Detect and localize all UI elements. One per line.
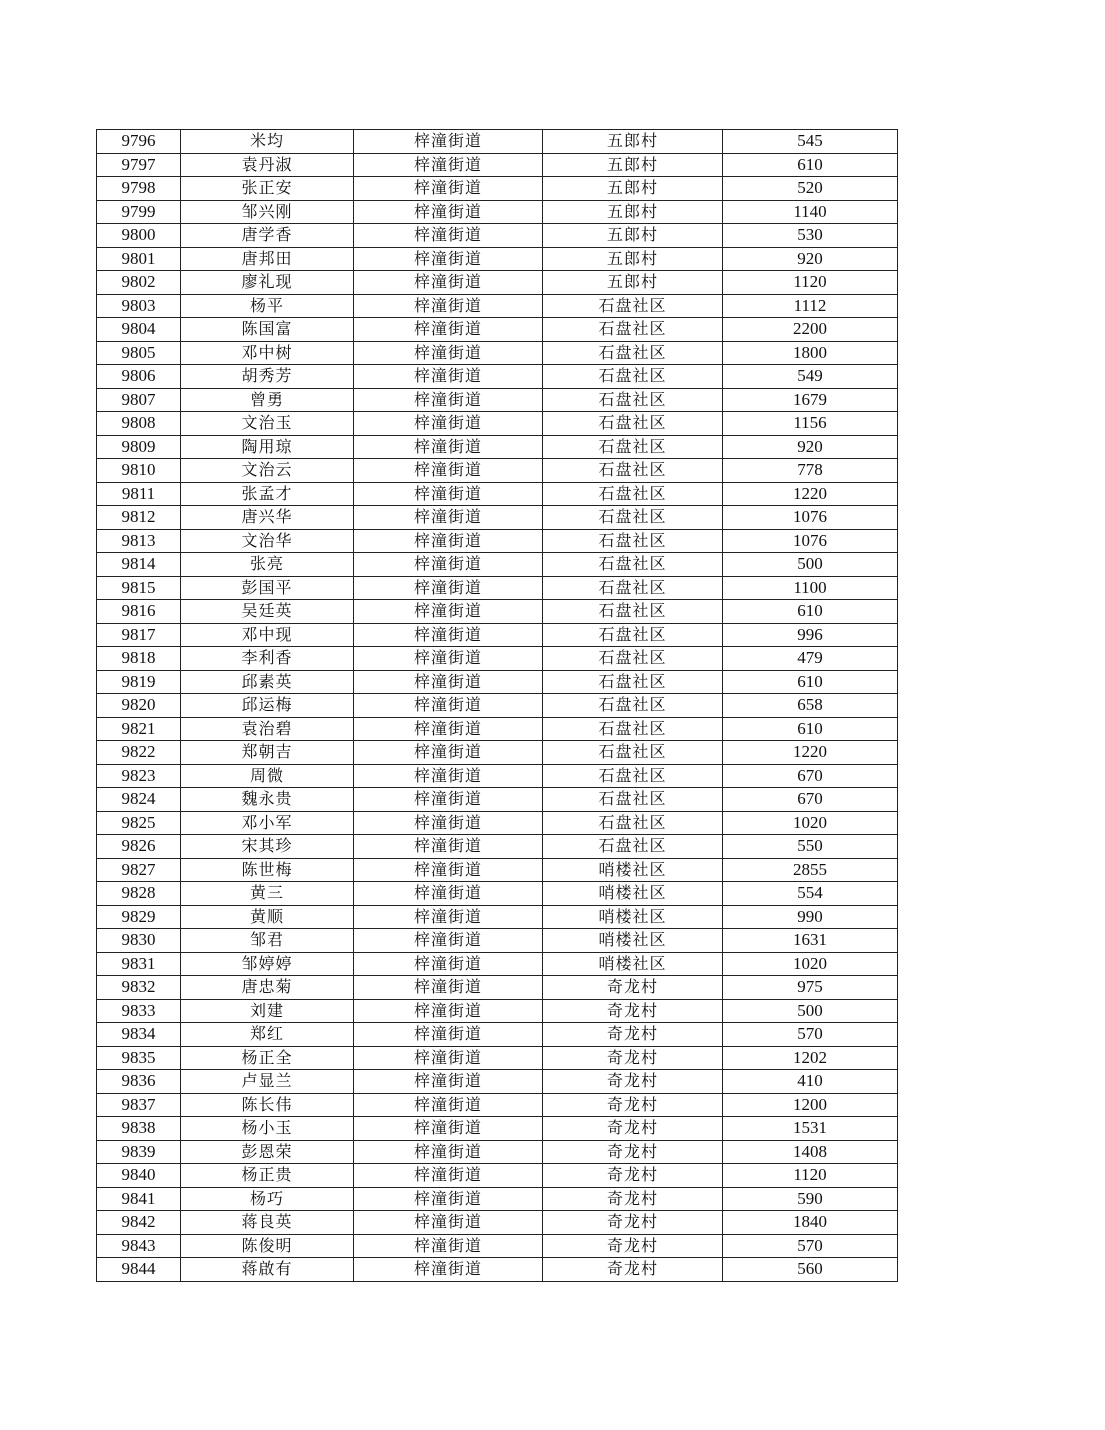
amount-cell: 500 [723,553,898,577]
community-cell: 石盘社区 [543,717,723,741]
amount-cell: 590 [723,1187,898,1211]
serial-number-cell: 9815 [97,576,181,600]
table-row [97,670,898,694]
amount-cell: 1020 [723,811,898,835]
amount-cell: 1679 [723,388,898,412]
person-name-cell: 张孟才 [181,482,354,506]
serial-number-cell: 9822 [97,741,181,765]
table-row [97,388,898,412]
street-cell: 梓潼街道 [354,858,543,882]
amount-cell: 1202 [723,1046,898,1070]
amount-cell: 2200 [723,318,898,342]
table-row [97,788,898,812]
amount-cell: 1220 [723,482,898,506]
amount-cell: 1840 [723,1211,898,1235]
table-row [97,365,898,389]
table-row [97,153,898,177]
serial-number-cell: 9802 [97,271,181,295]
amount-cell: 530 [723,224,898,248]
serial-number-cell: 9803 [97,294,181,318]
street-cell: 梓潼街道 [354,976,543,1000]
serial-number-cell: 9840 [97,1164,181,1188]
amount-cell: 500 [723,999,898,1023]
table-row [97,1258,898,1282]
person-name-cell: 袁治碧 [181,717,354,741]
community-cell: 石盘社区 [543,788,723,812]
table-row [97,177,898,201]
amount-cell: 658 [723,694,898,718]
street-cell: 梓潼街道 [354,482,543,506]
community-cell: 石盘社区 [543,694,723,718]
street-cell: 梓潼街道 [354,318,543,342]
table-row [97,952,898,976]
table-row [97,1046,898,1070]
amount-cell: 560 [723,1258,898,1282]
community-cell: 石盘社区 [543,388,723,412]
person-name-cell: 张正安 [181,177,354,201]
serial-number-cell: 9835 [97,1046,181,1070]
community-cell: 五郎村 [543,247,723,271]
serial-number-cell: 9843 [97,1234,181,1258]
community-cell: 石盘社区 [543,459,723,483]
amount-cell: 1112 [723,294,898,318]
table-row [97,576,898,600]
serial-number-cell: 9811 [97,482,181,506]
person-name-cell: 唐学香 [181,224,354,248]
community-cell: 石盘社区 [543,741,723,765]
person-name-cell: 吴廷英 [181,600,354,624]
street-cell: 梓潼街道 [354,741,543,765]
amount-cell: 545 [723,130,898,154]
street-cell: 梓潼街道 [354,1258,543,1282]
amount-cell: 1408 [723,1140,898,1164]
serial-number-cell: 9836 [97,1070,181,1094]
table-row [97,482,898,506]
serial-number-cell: 9820 [97,694,181,718]
person-name-cell: 米均 [181,130,354,154]
community-cell: 五郎村 [543,224,723,248]
serial-number-cell: 9819 [97,670,181,694]
table-row [97,764,898,788]
person-name-cell: 杨巧 [181,1187,354,1211]
serial-number-cell: 9824 [97,788,181,812]
amount-cell: 920 [723,435,898,459]
serial-number-cell: 9800 [97,224,181,248]
table-row [97,294,898,318]
table-row [97,1070,898,1094]
person-name-cell: 宋其珍 [181,835,354,859]
table-row [97,717,898,741]
serial-number-cell: 9834 [97,1023,181,1047]
community-cell: 石盘社区 [543,764,723,788]
person-name-cell: 邓小军 [181,811,354,835]
table-row [97,1140,898,1164]
community-cell: 奇龙村 [543,1234,723,1258]
table-row [97,999,898,1023]
serial-number-cell: 9816 [97,600,181,624]
amount-cell: 610 [723,717,898,741]
street-cell: 梓潼街道 [354,835,543,859]
street-cell: 梓潼街道 [354,459,543,483]
street-cell: 梓潼街道 [354,247,543,271]
serial-number-cell: 9810 [97,459,181,483]
person-name-cell: 文治玉 [181,412,354,436]
amount-cell: 920 [723,247,898,271]
community-cell: 奇龙村 [543,1211,723,1235]
person-name-cell: 杨小玉 [181,1117,354,1141]
person-name-cell: 唐邦田 [181,247,354,271]
person-name-cell: 邓中现 [181,623,354,647]
amount-cell: 1120 [723,1164,898,1188]
amount-cell: 778 [723,459,898,483]
community-cell: 五郎村 [543,271,723,295]
amount-cell: 990 [723,905,898,929]
community-cell: 奇龙村 [543,1093,723,1117]
table-row [97,600,898,624]
person-name-cell: 卢显兰 [181,1070,354,1094]
street-cell: 梓潼街道 [354,952,543,976]
amount-cell: 1076 [723,529,898,553]
street-cell: 梓潼街道 [354,553,543,577]
person-name-cell: 邱运梅 [181,694,354,718]
person-name-cell: 刘建 [181,999,354,1023]
street-cell: 梓潼街道 [354,1164,543,1188]
amount-cell: 1156 [723,412,898,436]
street-cell: 梓潼街道 [354,271,543,295]
amount-cell: 2855 [723,858,898,882]
person-name-cell: 曾勇 [181,388,354,412]
street-cell: 梓潼街道 [354,224,543,248]
street-cell: 梓潼街道 [354,670,543,694]
community-cell: 五郎村 [543,177,723,201]
table-row [97,929,898,953]
serial-number-cell: 9797 [97,153,181,177]
street-cell: 梓潼街道 [354,529,543,553]
amount-cell: 670 [723,764,898,788]
serial-number-cell: 9805 [97,341,181,365]
person-name-cell: 袁丹淑 [181,153,354,177]
table-row [97,412,898,436]
person-name-cell: 邹君 [181,929,354,953]
community-cell: 五郎村 [543,153,723,177]
serial-number-cell: 9838 [97,1117,181,1141]
serial-number-cell: 9829 [97,905,181,929]
table-row [97,1117,898,1141]
community-cell: 石盘社区 [543,294,723,318]
amount-cell: 1220 [723,741,898,765]
person-name-cell: 杨平 [181,294,354,318]
street-cell: 梓潼街道 [354,929,543,953]
table-row [97,459,898,483]
person-name-cell: 蒋良英 [181,1211,354,1235]
serial-number-cell: 9837 [97,1093,181,1117]
community-cell: 奇龙村 [543,1187,723,1211]
serial-number-cell: 9808 [97,412,181,436]
person-name-cell: 郑朝吉 [181,741,354,765]
table-row [97,694,898,718]
roster-table [96,129,898,1282]
person-name-cell: 彭国平 [181,576,354,600]
street-cell: 梓潼街道 [354,694,543,718]
community-cell: 石盘社区 [543,341,723,365]
table-row [97,1023,898,1047]
amount-cell: 570 [723,1234,898,1258]
table-row [97,247,898,271]
serial-number-cell: 9804 [97,318,181,342]
table-row [97,623,898,647]
person-name-cell: 黄顺 [181,905,354,929]
community-cell: 石盘社区 [543,506,723,530]
amount-cell: 1076 [723,506,898,530]
person-name-cell: 张亮 [181,553,354,577]
person-name-cell: 邓中树 [181,341,354,365]
person-name-cell: 唐忠菊 [181,976,354,1000]
person-name-cell: 陈国富 [181,318,354,342]
person-name-cell: 文治华 [181,529,354,553]
person-name-cell: 邹婷婷 [181,952,354,976]
person-name-cell: 黄三 [181,882,354,906]
amount-cell: 670 [723,788,898,812]
person-name-cell: 廖礼现 [181,271,354,295]
table-row [97,529,898,553]
amount-cell: 1531 [723,1117,898,1141]
street-cell: 梓潼街道 [354,130,543,154]
street-cell: 梓潼街道 [354,365,543,389]
amount-cell: 610 [723,670,898,694]
street-cell: 梓潼街道 [354,764,543,788]
serial-number-cell: 9839 [97,1140,181,1164]
street-cell: 梓潼街道 [354,647,543,671]
community-cell: 哨楼社区 [543,929,723,953]
person-name-cell: 李利香 [181,647,354,671]
serial-number-cell: 9813 [97,529,181,553]
community-cell: 奇龙村 [543,1258,723,1282]
community-cell: 石盘社区 [543,835,723,859]
table-row [97,130,898,154]
community-cell: 奇龙村 [543,976,723,1000]
street-cell: 梓潼街道 [354,341,543,365]
person-name-cell: 文治云 [181,459,354,483]
community-cell: 石盘社区 [543,318,723,342]
serial-number-cell: 9832 [97,976,181,1000]
street-cell: 梓潼街道 [354,905,543,929]
street-cell: 梓潼街道 [354,717,543,741]
person-name-cell: 陶用琼 [181,435,354,459]
amount-cell: 570 [723,1023,898,1047]
table-row [97,976,898,1000]
street-cell: 梓潼街道 [354,1140,543,1164]
table-row [97,1234,898,1258]
amount-cell: 410 [723,1070,898,1094]
serial-number-cell: 9801 [97,247,181,271]
community-cell: 石盘社区 [543,529,723,553]
street-cell: 梓潼街道 [354,623,543,647]
amount-cell: 554 [723,882,898,906]
person-name-cell: 彭恩荣 [181,1140,354,1164]
street-cell: 梓潼街道 [354,882,543,906]
community-cell: 哨楼社区 [543,905,723,929]
community-cell: 奇龙村 [543,1046,723,1070]
community-cell: 石盘社区 [543,553,723,577]
serial-number-cell: 9814 [97,553,181,577]
serial-number-cell: 9817 [97,623,181,647]
community-cell: 奇龙村 [543,1164,723,1188]
serial-number-cell: 9821 [97,717,181,741]
serial-number-cell: 9807 [97,388,181,412]
serial-number-cell: 9830 [97,929,181,953]
person-name-cell: 胡秀芳 [181,365,354,389]
table-row [97,811,898,835]
amount-cell: 1120 [723,271,898,295]
serial-number-cell: 9812 [97,506,181,530]
serial-number-cell: 9818 [97,647,181,671]
community-cell: 哨楼社区 [543,882,723,906]
serial-number-cell: 9833 [97,999,181,1023]
person-name-cell: 魏永贵 [181,788,354,812]
community-cell: 奇龙村 [543,999,723,1023]
person-name-cell: 杨正贵 [181,1164,354,1188]
table-row [97,435,898,459]
street-cell: 梓潼街道 [354,435,543,459]
table-row [97,506,898,530]
community-cell: 石盘社区 [543,600,723,624]
serial-number-cell: 9827 [97,858,181,882]
amount-cell: 520 [723,177,898,201]
table-row [97,1211,898,1235]
street-cell: 梓潼街道 [354,506,543,530]
serial-number-cell: 9809 [97,435,181,459]
amount-cell: 610 [723,600,898,624]
community-cell: 石盘社区 [543,670,723,694]
table-row [97,341,898,365]
serial-number-cell: 9841 [97,1187,181,1211]
community-cell: 奇龙村 [543,1140,723,1164]
person-name-cell: 蒋啟有 [181,1258,354,1282]
community-cell: 石盘社区 [543,435,723,459]
street-cell: 梓潼街道 [354,1023,543,1047]
table-row [97,647,898,671]
amount-cell: 975 [723,976,898,1000]
person-name-cell: 邹兴刚 [181,200,354,224]
serial-number-cell: 9844 [97,1258,181,1282]
street-cell: 梓潼街道 [354,1234,543,1258]
serial-number-cell: 9842 [97,1211,181,1235]
serial-number-cell: 9826 [97,835,181,859]
street-cell: 梓潼街道 [354,200,543,224]
community-cell: 石盘社区 [543,412,723,436]
community-cell: 奇龙村 [543,1117,723,1141]
table-row [97,741,898,765]
amount-cell: 1100 [723,576,898,600]
community-cell: 石盘社区 [543,623,723,647]
person-name-cell: 陈长伟 [181,1093,354,1117]
street-cell: 梓潼街道 [354,1211,543,1235]
amount-cell: 1800 [723,341,898,365]
amount-cell: 996 [723,623,898,647]
street-cell: 梓潼街道 [354,999,543,1023]
roster-table-body [97,130,898,1282]
serial-number-cell: 9831 [97,952,181,976]
amount-cell: 1631 [723,929,898,953]
community-cell: 五郎村 [543,130,723,154]
community-cell: 石盘社区 [543,365,723,389]
community-cell: 石盘社区 [543,482,723,506]
person-name-cell: 唐兴华 [181,506,354,530]
street-cell: 梓潼街道 [354,1117,543,1141]
table-row [97,882,898,906]
person-name-cell: 陈俊明 [181,1234,354,1258]
table-row [97,224,898,248]
amount-cell: 549 [723,365,898,389]
serial-number-cell: 9799 [97,200,181,224]
community-cell: 哨楼社区 [543,858,723,882]
street-cell: 梓潼街道 [354,177,543,201]
amount-cell: 1020 [723,952,898,976]
table-row [97,318,898,342]
person-name-cell: 陈世梅 [181,858,354,882]
table-row [97,905,898,929]
street-cell: 梓潼街道 [354,1187,543,1211]
community-cell: 石盘社区 [543,576,723,600]
serial-number-cell: 9798 [97,177,181,201]
community-cell: 奇龙村 [543,1023,723,1047]
serial-number-cell: 9828 [97,882,181,906]
community-cell: 五郎村 [543,200,723,224]
amount-cell: 550 [723,835,898,859]
person-name-cell: 周微 [181,764,354,788]
person-name-cell: 杨正全 [181,1046,354,1070]
amount-cell: 610 [723,153,898,177]
serial-number-cell: 9796 [97,130,181,154]
street-cell: 梓潼街道 [354,412,543,436]
serial-number-cell: 9825 [97,811,181,835]
street-cell: 梓潼街道 [354,788,543,812]
street-cell: 梓潼街道 [354,294,543,318]
community-cell: 石盘社区 [543,811,723,835]
person-name-cell: 郑红 [181,1023,354,1047]
table-row [97,1093,898,1117]
table-row [97,1187,898,1211]
amount-cell: 1200 [723,1093,898,1117]
person-name-cell: 邱素英 [181,670,354,694]
community-cell: 奇龙村 [543,1070,723,1094]
street-cell: 梓潼街道 [354,576,543,600]
table-row [97,200,898,224]
table-row [97,858,898,882]
street-cell: 梓潼街道 [354,811,543,835]
community-cell: 石盘社区 [543,647,723,671]
street-cell: 梓潼街道 [354,1046,543,1070]
street-cell: 梓潼街道 [354,1070,543,1094]
street-cell: 梓潼街道 [354,388,543,412]
table-row [97,1164,898,1188]
street-cell: 梓潼街道 [354,153,543,177]
street-cell: 梓潼街道 [354,1093,543,1117]
amount-cell: 1140 [723,200,898,224]
serial-number-cell: 9823 [97,764,181,788]
table-row [97,271,898,295]
street-cell: 梓潼街道 [354,600,543,624]
serial-number-cell: 9806 [97,365,181,389]
community-cell: 哨楼社区 [543,952,723,976]
amount-cell: 479 [723,647,898,671]
table-row [97,553,898,577]
table-row [97,835,898,859]
